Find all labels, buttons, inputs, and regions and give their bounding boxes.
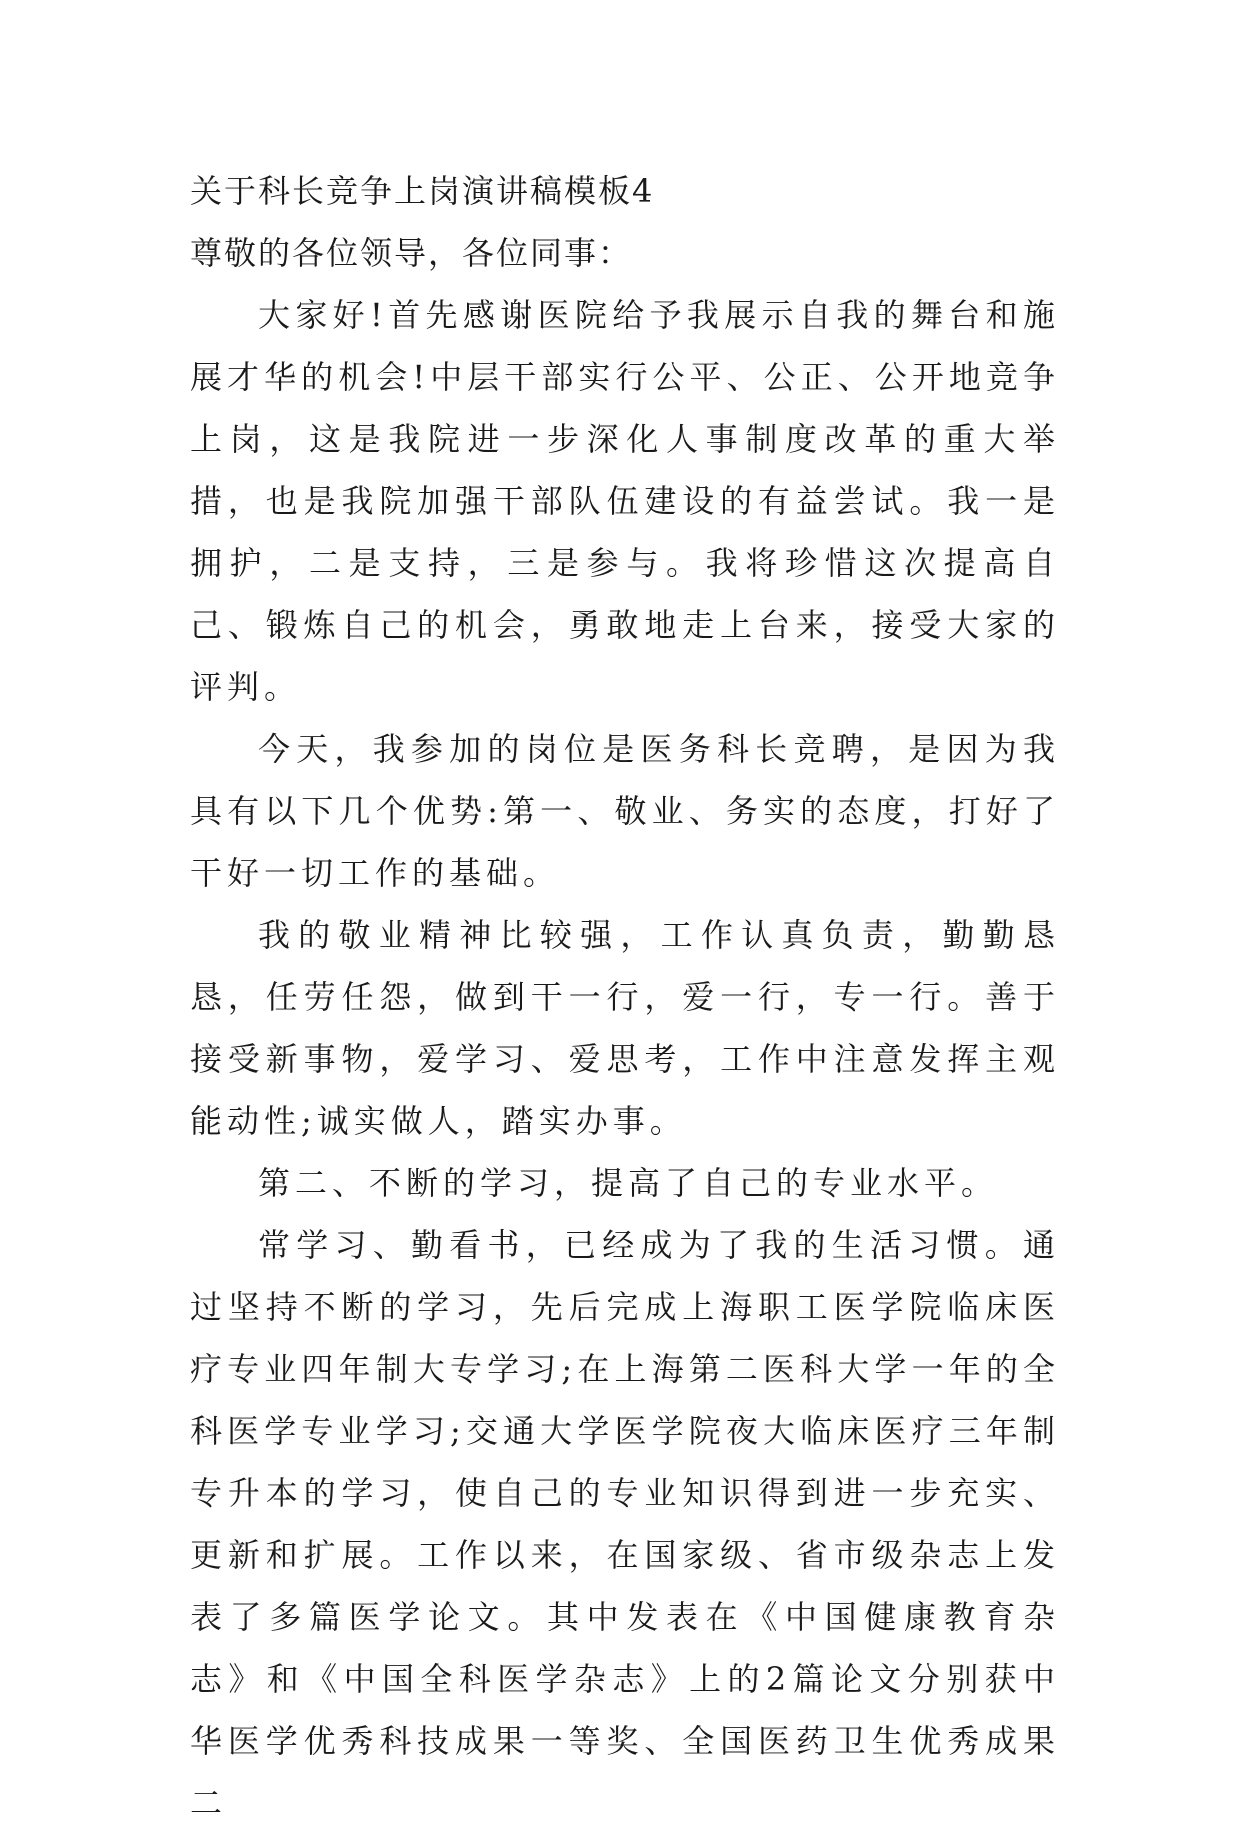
document-title: 关于科长竞争上岗演讲稿模板4 (190, 172, 655, 210)
paragraph-second-point: 第二、不断的学习，提高了自己的专业水平。 (258, 1164, 999, 1202)
paragraph-study: 常学习、勤看书，已经成为了我的生活习惯。通过坚持不断的学习，先后完成上海职工医学院临床医疗专业四年制大专学习;在上海第二医科大学一年的全科医学专业学习;交通大学医学院夜大临床医疗三年制专升本的学习，使自己的专业知识得到进一步充实、更新和扩展。工作以来，在国家级、省市级杂志上发表了多篇医学论文。其中发表在《中国健康教育杂志》和《中国全科医学杂志》上的2篇论文分别获中华医学优秀科技成果一等奖、全国医药卫生优秀成果二 (190, 1226, 1060, 1822)
paragraph-advantages-intro: 今天，我参加的岗位是医务科长竞聘，是因为我具有以下几个优势:第一、敬业、务实的态度，打好了干好一切工作的基础。 (190, 730, 1060, 892)
paragraph-dedication: 我的敬业精神比较强，工作认真负责，勤勤恳恳，任劳任怨，做到干一行，爱一行，专一行。善于接受新事物，爱学习、爱思考，工作中注意发挥主观能动性;诚实做人，踏实办事。 (190, 916, 1060, 1140)
document-body (190, 160, 1060, 1834)
paragraph-opening: 大家好!首先感谢医院给予我展示自我的舞台和施展才华的机会!中层干部实行公平、公正、公开地竞争上岗，这是我院进一步深化人事制度改革的重大举措，也是我院加强干部队伍建设的有益尝试。我一是拥护，二是支持，三是参与。我将珍惜这次提高自己、锻炼自己的机会，勇敢地走上台来，接受大家的评判。 (190, 296, 1060, 706)
salutation: 尊敬的各位领导，各位同事： (190, 234, 633, 272)
